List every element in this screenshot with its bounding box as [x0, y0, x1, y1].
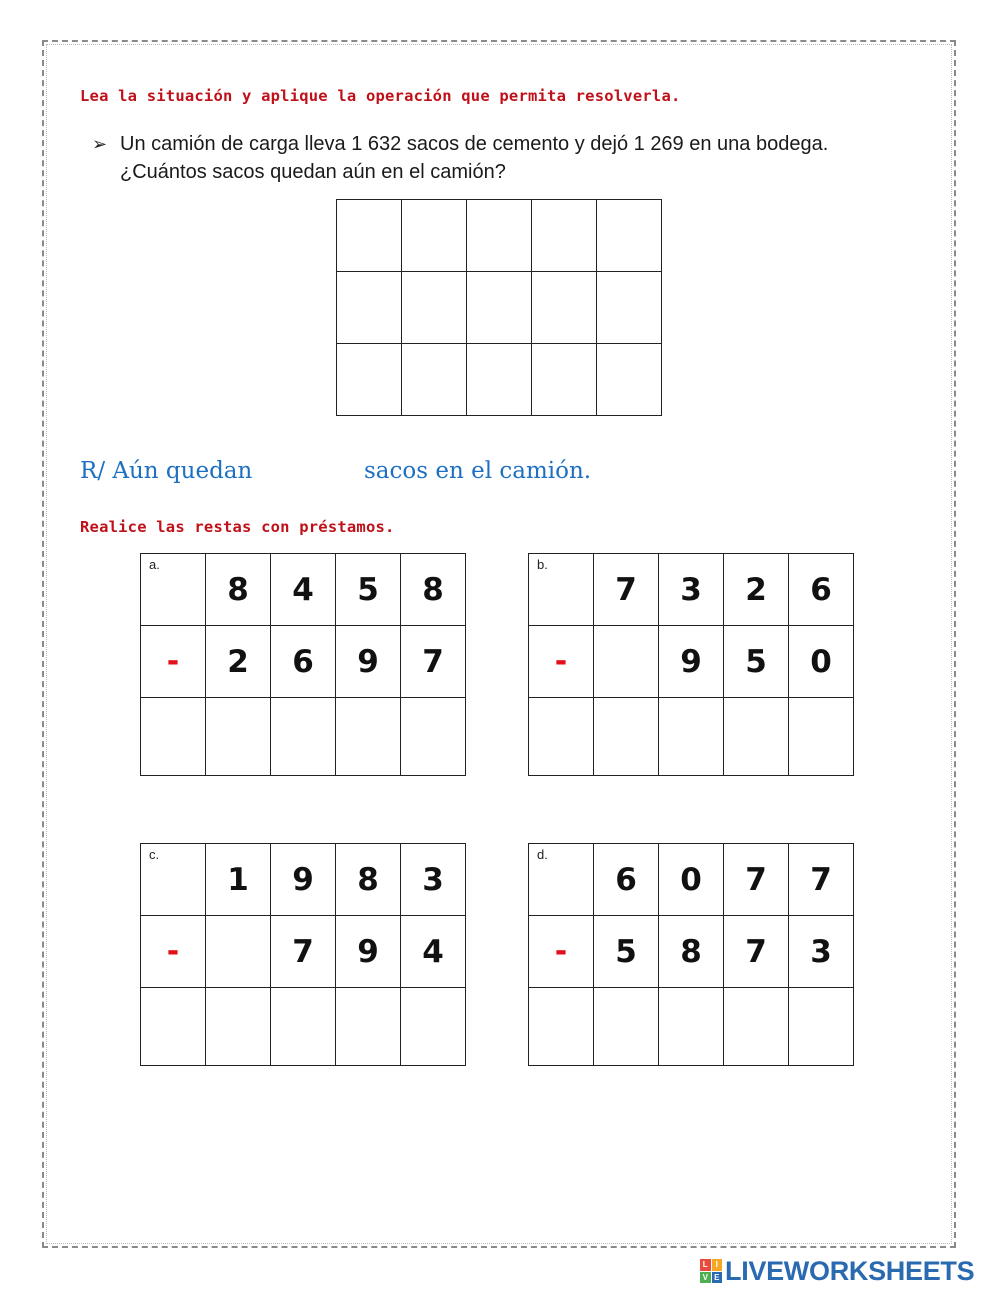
- work-cell[interactable]: [467, 272, 532, 344]
- instruction-heading-problem: Lea la situación y aplique la operación que permita resolverla.: [80, 87, 681, 105]
- minuend-digit: 7: [594, 554, 659, 626]
- subtrahend-digit: 4: [401, 916, 466, 988]
- instruction-heading-subtractions: Realice las restas con préstamos.: [80, 518, 395, 536]
- result-cell[interactable]: [271, 698, 336, 776]
- result-cell[interactable]: [336, 698, 401, 776]
- minus-sign: -: [141, 626, 206, 698]
- work-cell[interactable]: [337, 200, 402, 272]
- minuend-digit: 4: [271, 554, 336, 626]
- subtrahend-digit: 0: [789, 626, 854, 698]
- subtrahend-digit: 9: [336, 916, 401, 988]
- result-cell[interactable]: [594, 698, 659, 776]
- minuend-digit: 8: [206, 554, 271, 626]
- minuend-digit: 5: [336, 554, 401, 626]
- work-cell[interactable]: [532, 272, 597, 344]
- answer-prefix: R/ Aún quedan: [80, 458, 253, 484]
- result-cell[interactable]: [401, 988, 466, 1066]
- subtrahend-digit: 9: [659, 626, 724, 698]
- minus-sign: -: [529, 626, 594, 698]
- subtrahend-digit: 7: [724, 916, 789, 988]
- work-cell[interactable]: [532, 344, 597, 416]
- subtrahend-digit: 7: [271, 916, 336, 988]
- result-cell[interactable]: [271, 988, 336, 1066]
- result-cell[interactable]: [206, 988, 271, 1066]
- problem-label: b.: [537, 557, 548, 572]
- subtrahend-digit: 7: [401, 626, 466, 698]
- subtraction-grid-c: [140, 843, 466, 1066]
- work-cell[interactable]: [402, 344, 467, 416]
- work-cell[interactable]: [467, 200, 532, 272]
- result-cell[interactable]: [724, 698, 789, 776]
- work-cell[interactable]: [337, 344, 402, 416]
- subtrahend-digit: 2: [206, 626, 271, 698]
- result-cell[interactable]: [529, 988, 594, 1066]
- subtrahend-digit: [594, 626, 659, 698]
- minuend-digit: 0: [659, 844, 724, 916]
- brand-name: LIVEWORKSHEETS: [725, 1255, 975, 1286]
- result-cell[interactable]: [789, 988, 854, 1066]
- minuend-digit: 7: [724, 844, 789, 916]
- subtrahend-digit: 5: [724, 626, 789, 698]
- result-cell[interactable]: [659, 698, 724, 776]
- minus-sign: -: [529, 916, 594, 988]
- result-cell[interactable]: [594, 988, 659, 1066]
- problem-label: c.: [149, 847, 160, 862]
- work-cell[interactable]: [467, 344, 532, 416]
- problem-text: Un camión de carga lleva 1 632 sacos de cemento y dejó 1 269 en una bodega. ¿Cuántos sacos quedan aún en el camión?: [120, 133, 829, 183]
- work-cell[interactable]: [597, 200, 662, 272]
- subtrahend-digit: 8: [659, 916, 724, 988]
- result-cell[interactable]: [336, 988, 401, 1066]
- logo-letter: I: [712, 1259, 723, 1271]
- subtraction-grid-b: [528, 553, 854, 776]
- logo-letter: V: [700, 1272, 711, 1284]
- minuend-digit: 8: [401, 554, 466, 626]
- subtrahend-digit: 5: [594, 916, 659, 988]
- subtrahend-digit: 6: [271, 626, 336, 698]
- problem-label: a.: [149, 557, 160, 572]
- subtrahend-digit: 3: [789, 916, 854, 988]
- work-cell[interactable]: [402, 200, 467, 272]
- minuend-digit: 7: [789, 844, 854, 916]
- result-cell[interactable]: [724, 988, 789, 1066]
- word-problem: [92, 130, 872, 186]
- result-cell[interactable]: [141, 988, 206, 1066]
- minuend-digit: 6: [789, 554, 854, 626]
- minuend-digit: 3: [659, 554, 724, 626]
- minuend-digit: 6: [594, 844, 659, 916]
- result-cell[interactable]: [206, 698, 271, 776]
- work-cell[interactable]: [597, 344, 662, 416]
- label-cell: [141, 844, 206, 916]
- logo-letter: L: [700, 1259, 711, 1271]
- subtraction-grid-d: [528, 843, 854, 1066]
- result-cell[interactable]: [141, 698, 206, 776]
- work-cell[interactable]: [532, 200, 597, 272]
- minuend-digit: 3: [401, 844, 466, 916]
- label-cell: [141, 554, 206, 626]
- subtrahend-digit: 9: [336, 626, 401, 698]
- result-cell[interactable]: [659, 988, 724, 1066]
- label-cell: [529, 554, 594, 626]
- label-cell: [529, 844, 594, 916]
- result-cell[interactable]: [789, 698, 854, 776]
- minuend-digit: 2: [724, 554, 789, 626]
- minuend-digit: 9: [271, 844, 336, 916]
- result-cell[interactable]: [401, 698, 466, 776]
- work-grid: [336, 199, 662, 416]
- minus-sign: -: [141, 916, 206, 988]
- subtrahend-digit: [206, 916, 271, 988]
- arrow-bullet-icon: ➢: [92, 134, 108, 154]
- liveworksheets-brand[interactable]: [700, 1257, 974, 1285]
- liveworksheets-logo-icon: [700, 1259, 722, 1283]
- result-cell[interactable]: [529, 698, 594, 776]
- work-cell[interactable]: [402, 272, 467, 344]
- minuend-digit: 8: [336, 844, 401, 916]
- subtraction-grid-a: [140, 553, 466, 776]
- answer-suffix: sacos en el camión.: [364, 458, 592, 484]
- minuend-digit: 1: [206, 844, 271, 916]
- work-cell[interactable]: [337, 272, 402, 344]
- logo-letter: E: [712, 1272, 723, 1284]
- problem-label: d.: [537, 847, 548, 862]
- work-cell[interactable]: [597, 272, 662, 344]
